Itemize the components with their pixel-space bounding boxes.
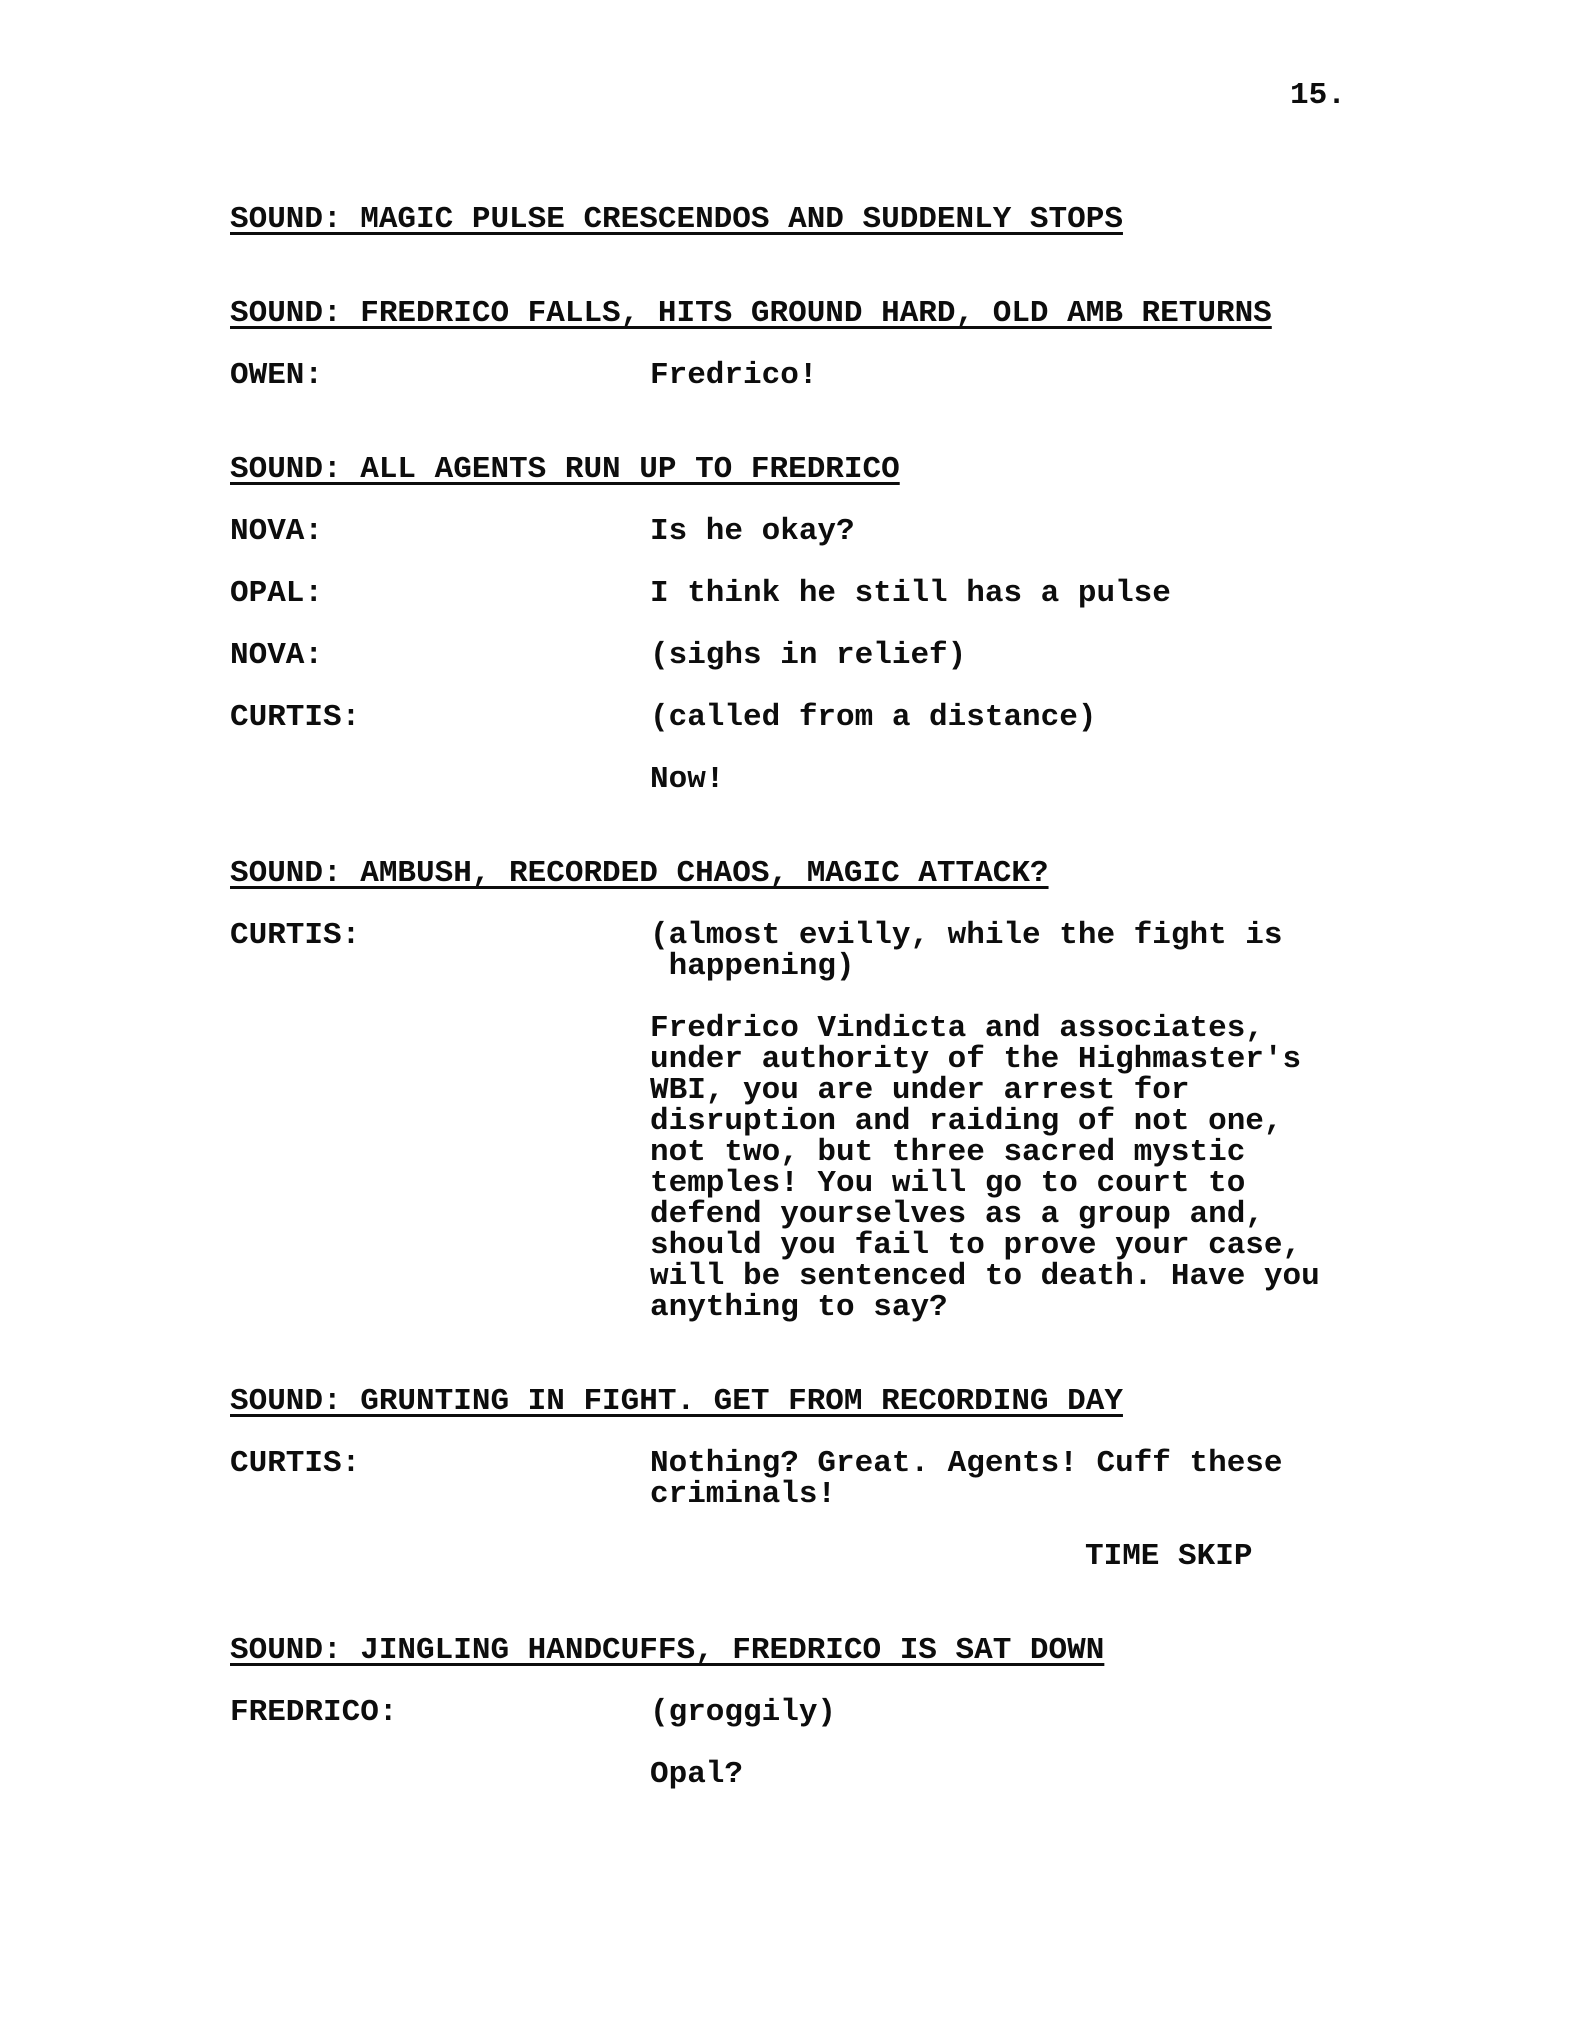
dialogue-lines	[650, 920, 1430, 982]
dialogue-line: Now!	[650, 762, 725, 797]
dialogue-line: WBI, you are under arrest for	[650, 1073, 1190, 1108]
dialogue-block	[230, 1417, 1430, 1510]
script-body	[230, 204, 1430, 1790]
dialogue-block	[230, 733, 1430, 795]
speaker-name: CURTIS:	[230, 700, 361, 735]
dialogue-line: not two, but three sacred mystic	[650, 1135, 1246, 1170]
dialogue-line: Fredrico!	[650, 358, 818, 393]
sound-cue-text: SOUND: MAGIC PULSE CRESCENDOS AND SUDDENLY STOPS	[230, 202, 1123, 237]
dialogue-lines	[650, 640, 1430, 671]
dialogue-line: Opal?	[650, 1757, 744, 1792]
sound-cue	[230, 235, 1430, 329]
dialogue-line: (sighs in relief)	[650, 638, 967, 673]
dialogue-lines	[650, 516, 1430, 547]
dialogue-lines	[650, 1448, 1430, 1510]
sound-cue	[230, 204, 1430, 235]
speaker-name: NOVA:	[230, 638, 324, 673]
sound-cue	[230, 1572, 1430, 1666]
dialogue-block	[230, 485, 1430, 547]
dialogue-line: will be sentenced to death. Have you	[650, 1259, 1320, 1294]
sound-cue	[230, 391, 1430, 485]
dialogue-line: Nothing? Great. Agents! Cuff these	[650, 1446, 1283, 1481]
dialogue-lines	[650, 1759, 1430, 1790]
dialogue-block	[230, 547, 1430, 609]
dialogue-lines	[650, 702, 1430, 733]
dialogue-line: (called from a distance)	[650, 700, 1097, 735]
dialogue-lines	[650, 578, 1430, 609]
speaker-name: OPAL:	[230, 576, 324, 611]
transition	[230, 1510, 1430, 1572]
speaker-name: FREDRICO:	[230, 1695, 398, 1730]
sound-cue-text: SOUND: JINGLING HANDCUFFS, FREDRICO IS SAT DOWN	[230, 1633, 1105, 1668]
dialogue-line: temples! You will go to court to	[650, 1166, 1246, 1201]
transition-text: TIME SKIP	[1085, 1539, 1253, 1574]
speaker-name: OWEN:	[230, 358, 324, 393]
dialogue-line: (groggily)	[650, 1695, 837, 1730]
dialogue-line: should you fail to prove your case,	[650, 1228, 1302, 1263]
dialogue-line: I think he still has a pulse	[650, 576, 1171, 611]
dialogue-line: Is he okay?	[650, 514, 855, 549]
speaker-name: CURTIS:	[230, 1446, 361, 1481]
dialogue-block	[230, 671, 1430, 733]
dialogue-line: under authority of the Highmaster's	[650, 1042, 1302, 1077]
sound-cue-text: SOUND: FREDRICO FALLS, HITS GROUND HARD, OLD AMB RETURNS	[230, 296, 1272, 331]
dialogue-lines	[650, 1013, 1430, 1323]
dialogue-line: Fredrico Vindicta and associates,	[650, 1011, 1264, 1046]
dialogue-block	[230, 1666, 1430, 1728]
dialogue-line: (almost evilly, while the fight is	[650, 918, 1283, 953]
dialogue-line: happening)	[650, 949, 855, 984]
dialogue-lines	[650, 360, 1430, 391]
dialogue-block	[230, 889, 1430, 982]
speaker-name: NOVA:	[230, 514, 324, 549]
sound-cue-text: SOUND: AMBUSH, RECORDED CHAOS, MAGIC ATTACK?	[230, 856, 1049, 891]
dialogue-block	[230, 1728, 1430, 1790]
speaker-name: CURTIS:	[230, 918, 361, 953]
sound-cue	[230, 795, 1430, 889]
sound-cue-text: SOUND: ALL AGENTS RUN UP TO FREDRICO	[230, 452, 900, 487]
dialogue-block	[230, 609, 1430, 671]
dialogue-line: disruption and raiding of not one,	[650, 1104, 1283, 1139]
dialogue-block	[230, 982, 1430, 1323]
dialogue-line: criminals!	[650, 1477, 837, 1512]
sound-cue	[230, 1323, 1430, 1417]
dialogue-lines	[650, 1697, 1430, 1728]
dialogue-lines	[650, 764, 1430, 795]
sound-cue-text: SOUND: GRUNTING IN FIGHT. GET FROM RECORDING DAY	[230, 1384, 1123, 1419]
dialogue-line: anything to say?	[650, 1290, 948, 1325]
dialogue-line: defend yourselves as a group and,	[650, 1197, 1264, 1232]
page-number: 15.	[1290, 78, 1346, 113]
dialogue-block	[230, 329, 1430, 391]
